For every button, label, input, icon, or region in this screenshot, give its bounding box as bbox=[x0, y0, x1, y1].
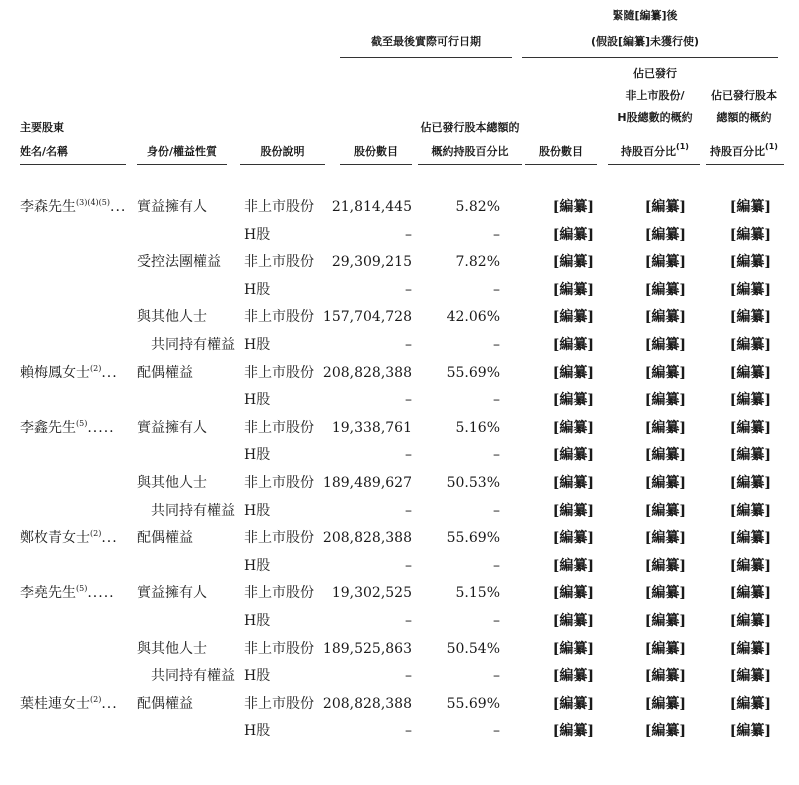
shareholding-pct-cell: 5.15% bbox=[455, 585, 500, 601]
share-description-cell: 非上市股份 bbox=[244, 309, 314, 325]
capacity-cell: 實益擁有人 bbox=[137, 585, 207, 601]
shares-count-cell: – bbox=[405, 282, 412, 298]
share-description-cell: H股 bbox=[244, 447, 271, 463]
shareholder-name-cell bbox=[20, 695, 118, 713]
share-description-cell: 非上市股份 bbox=[244, 641, 314, 657]
redacted-post-class-pct-cell: [編纂] bbox=[644, 696, 686, 712]
leader-dots: ..... bbox=[87, 585, 115, 601]
shares-count-cell: 208,828,388 bbox=[322, 696, 412, 712]
shareholding-pct-cell: – bbox=[493, 613, 500, 629]
shareholder-name: 李堯先生 bbox=[20, 585, 76, 601]
shares-count-cell: 19,338,761 bbox=[331, 420, 412, 436]
shares-count-cell: – bbox=[405, 723, 412, 739]
shareholder-name: 李鑫先生 bbox=[20, 420, 76, 436]
shares-count-cell: – bbox=[405, 392, 412, 408]
redacted-post-total-pct-cell: [編纂] bbox=[729, 447, 771, 463]
redacted-post-class-pct-cell: [編纂] bbox=[644, 337, 686, 353]
col-header-pct-l1: 佔已發行股本總額的 bbox=[420, 121, 520, 134]
share-description-cell: H股 bbox=[244, 668, 271, 684]
capacity-cell: 實益擁有人 bbox=[137, 199, 207, 215]
redacted-post-total-pct-cell: [編纂] bbox=[729, 723, 771, 739]
redacted-post-shares-cell: [編纂] bbox=[552, 282, 594, 298]
shares-count-cell: 19,302,525 bbox=[331, 585, 412, 601]
footnote-ref: (3)(4)(5) bbox=[76, 198, 110, 207]
shares-count-cell: – bbox=[405, 337, 412, 353]
redacted-post-class-pct-cell: [編纂] bbox=[644, 668, 686, 684]
redacted-post-shares-cell: [編纂] bbox=[552, 475, 594, 491]
shares-count-cell: 208,828,388 bbox=[322, 530, 412, 546]
shareholding-pct-cell: 50.53% bbox=[446, 475, 500, 491]
redacted-post-shares-cell: [編纂] bbox=[552, 723, 594, 739]
col-header-name-l1: 主要股東 bbox=[20, 121, 64, 134]
col-header-post-pct-l3: H股總數的概約 bbox=[617, 111, 693, 124]
capacity-cell: 受控法團權益 bbox=[137, 254, 221, 270]
shares-count-cell: 189,489,627 bbox=[322, 475, 412, 491]
shareholder-name: 鄭枚青女士 bbox=[20, 530, 90, 546]
leader-dots: ... bbox=[110, 199, 127, 215]
header-rule bbox=[608, 164, 700, 165]
share-description-cell: 非上市股份 bbox=[244, 530, 314, 546]
shares-count-cell: – bbox=[405, 447, 412, 463]
shareholding-pct-cell: 55.69% bbox=[446, 696, 500, 712]
capacity-cell: 與其他人士 bbox=[137, 641, 207, 657]
shareholding-pct-cell: – bbox=[493, 447, 500, 463]
header-rule bbox=[418, 164, 522, 165]
shareholding-pct-cell: 5.16% bbox=[455, 420, 500, 436]
share-description-cell: 非上市股份 bbox=[244, 365, 314, 381]
redacted-post-shares-cell: [編纂] bbox=[552, 227, 594, 243]
redacted-post-total-pct-cell: [編纂] bbox=[729, 503, 771, 519]
shareholder-name: 賴梅鳳女士 bbox=[20, 365, 90, 381]
shares-count-cell: 189,525,863 bbox=[322, 641, 412, 657]
footnote-ref: (5) bbox=[76, 584, 88, 593]
redacted-post-shares-cell: [編纂] bbox=[552, 558, 594, 574]
capacity-cell: 配偶權益 bbox=[137, 365, 193, 381]
col-header-capacity: 身份/權益性質 bbox=[146, 145, 218, 158]
redacted-post-class-pct-cell: [編纂] bbox=[644, 227, 686, 243]
redacted-post-shares-cell: [編纂] bbox=[552, 337, 594, 353]
shareholding-pct-cell: 50.54% bbox=[446, 641, 500, 657]
redacted-post-total-pct-cell: [編纂] bbox=[729, 337, 771, 353]
shareholding-pct-cell: 7.82% bbox=[455, 254, 500, 270]
share-description-cell: 非上市股份 bbox=[244, 420, 314, 436]
redacted-post-class-pct-cell: [編纂] bbox=[644, 420, 686, 436]
shares-count-cell: – bbox=[405, 227, 412, 243]
redacted-post-shares-cell: [編纂] bbox=[552, 392, 594, 408]
footnote-ref: (1) bbox=[676, 142, 689, 151]
share-description-cell: H股 bbox=[244, 613, 271, 629]
shareholding-pct-cell: 55.69% bbox=[446, 530, 500, 546]
share-description-cell: H股 bbox=[244, 227, 271, 243]
shareholding-pct-cell: – bbox=[493, 227, 500, 243]
redacted-post-shares-cell: [編纂] bbox=[552, 585, 594, 601]
redacted-post-shares-cell: [編纂] bbox=[552, 365, 594, 381]
capacity-cell: 共同持有權益 bbox=[137, 668, 235, 684]
shareholder-name-cell bbox=[20, 529, 118, 547]
share-description-cell: 非上市股份 bbox=[244, 199, 314, 215]
shareholding-pct-cell: – bbox=[493, 282, 500, 298]
redacted-post-class-pct-cell: [編纂] bbox=[644, 254, 686, 270]
shareholder-name-cell bbox=[20, 584, 115, 602]
redacted-post-total-pct-cell: [編纂] bbox=[729, 558, 771, 574]
col-header-post-shares: 股份數目 bbox=[539, 145, 583, 158]
redacted-post-total-pct-cell: [編纂] bbox=[729, 585, 771, 601]
shareholder-name-cell bbox=[20, 198, 126, 216]
col-header-post-total-l3: 持股百分比 bbox=[710, 145, 766, 158]
redacted-post-total-pct-cell: [編纂] bbox=[729, 530, 771, 546]
shareholder-name-cell bbox=[20, 364, 118, 382]
col-header-desc: 股份說明 bbox=[260, 145, 305, 158]
redacted-post-class-pct-cell: [編纂] bbox=[644, 723, 686, 739]
redacted-post-class-pct-cell: [編纂] bbox=[644, 447, 686, 463]
shareholding-pct-cell: 5.82% bbox=[455, 199, 500, 215]
footnote-ref: (2) bbox=[90, 364, 102, 373]
shareholder-name: 葉桂連女士 bbox=[20, 696, 90, 712]
col-header-post-pct-l4-wrap bbox=[600, 142, 710, 162]
redacted-post-total-pct-cell: [編纂] bbox=[729, 475, 771, 491]
redacted-post-class-pct-cell: [編纂] bbox=[644, 558, 686, 574]
col-header-post-total-l1: 佔已發行股本 bbox=[711, 89, 777, 102]
redacted-post-total-pct-cell: [編纂] bbox=[729, 613, 771, 629]
share-description-cell: H股 bbox=[244, 337, 271, 353]
col-header-name-l2: 姓名/名稱 bbox=[20, 145, 69, 158]
redacted-post-total-pct-cell: [編纂] bbox=[729, 227, 771, 243]
redacted-post-total-pct-cell: [編纂] bbox=[729, 420, 771, 436]
capacity-cell: 共同持有權益 bbox=[137, 337, 235, 353]
footnote-ref: (5) bbox=[76, 419, 88, 428]
col-header-post-pct-l2: 非上市股份/ bbox=[625, 89, 685, 102]
group-rule-latest bbox=[340, 57, 512, 58]
shareholder-name-cell bbox=[20, 419, 115, 437]
capacity-cell: 配偶權益 bbox=[137, 696, 193, 712]
shares-count-cell: 29,309,215 bbox=[331, 254, 412, 270]
group-header-post-offering: 緊隨[編纂]後 bbox=[612, 9, 678, 22]
shares-count-cell: – bbox=[405, 503, 412, 519]
group-header-post-offering-sub: (假設[編纂]未獲行使) bbox=[590, 35, 700, 48]
leader-dots: ... bbox=[101, 696, 118, 712]
share-description-cell: 非上市股份 bbox=[244, 585, 314, 601]
shares-count-cell: – bbox=[405, 668, 412, 684]
footnote-ref: (2) bbox=[90, 529, 102, 538]
redacted-post-class-pct-cell: [編纂] bbox=[644, 530, 686, 546]
col-header-post-pct-l4: 持股百分比 bbox=[621, 145, 677, 158]
group-header-latest-date: 截至最後實際可行日期 bbox=[371, 35, 481, 48]
redacted-post-shares-cell: [編纂] bbox=[552, 309, 594, 325]
shares-count-cell: 21,814,445 bbox=[331, 199, 412, 215]
redacted-post-shares-cell: [編纂] bbox=[552, 199, 594, 215]
redacted-post-total-pct-cell: [編纂] bbox=[729, 199, 771, 215]
header-rule bbox=[706, 164, 784, 165]
shareholder-name: 李森先生 bbox=[20, 199, 76, 215]
redacted-post-total-pct-cell: [編纂] bbox=[729, 254, 771, 270]
header-rule bbox=[20, 164, 126, 165]
leader-dots: ... bbox=[101, 365, 118, 381]
footnote-ref: (2) bbox=[90, 695, 102, 704]
shareholding-pct-cell: 55.69% bbox=[446, 365, 500, 381]
shareholding-pct-cell: 42.06% bbox=[446, 309, 500, 325]
redacted-post-total-pct-cell: [編纂] bbox=[729, 392, 771, 408]
share-description-cell: H股 bbox=[244, 392, 271, 408]
col-header-post-total-l2: 總額的概約 bbox=[716, 111, 772, 124]
redacted-post-shares-cell: [編纂] bbox=[552, 420, 594, 436]
redacted-post-class-pct-cell: [編纂] bbox=[644, 475, 686, 491]
redacted-post-total-pct-cell: [編纂] bbox=[729, 309, 771, 325]
redacted-post-total-pct-cell: [編纂] bbox=[729, 641, 771, 657]
col-header-post-pct-l1: 佔已發行 bbox=[633, 67, 677, 80]
capacity-cell: 與其他人士 bbox=[137, 475, 207, 491]
footnote-ref: (1) bbox=[765, 142, 778, 151]
redacted-post-total-pct-cell: [編纂] bbox=[729, 365, 771, 381]
share-description-cell: 非上市股份 bbox=[244, 696, 314, 712]
header-rule bbox=[525, 164, 597, 165]
redacted-post-class-pct-cell: [編纂] bbox=[644, 503, 686, 519]
col-header-post-total-l3-wrap bbox=[700, 142, 788, 162]
redacted-post-shares-cell: [編纂] bbox=[552, 696, 594, 712]
capacity-cell: 共同持有權益 bbox=[137, 503, 235, 519]
col-header-pct-l2: 概約持股百分比 bbox=[431, 145, 509, 158]
redacted-post-class-pct-cell: [編纂] bbox=[644, 365, 686, 381]
redacted-post-shares-cell: [編纂] bbox=[552, 447, 594, 463]
redacted-post-class-pct-cell: [編纂] bbox=[644, 613, 686, 629]
redacted-post-class-pct-cell: [編纂] bbox=[644, 282, 686, 298]
header-rule bbox=[240, 164, 325, 165]
group-rule-post bbox=[522, 57, 778, 58]
share-description-cell: H股 bbox=[244, 558, 271, 574]
share-description-cell: H股 bbox=[244, 503, 271, 519]
shareholding-pct-cell: – bbox=[493, 558, 500, 574]
share-description-cell: 非上市股份 bbox=[244, 254, 314, 270]
share-description-cell: 非上市股份 bbox=[244, 475, 314, 491]
redacted-post-shares-cell: [編纂] bbox=[552, 641, 594, 657]
redacted-post-class-pct-cell: [編纂] bbox=[644, 641, 686, 657]
redacted-post-total-pct-cell: [編纂] bbox=[729, 282, 771, 298]
shareholding-pct-cell: – bbox=[493, 668, 500, 684]
shareholding-pct-cell: – bbox=[493, 723, 500, 739]
shareholding-pct-cell: – bbox=[493, 392, 500, 408]
capacity-cell: 實益擁有人 bbox=[137, 420, 207, 436]
shareholding-pct-cell: – bbox=[493, 503, 500, 519]
redacted-post-class-pct-cell: [編纂] bbox=[644, 585, 686, 601]
redacted-post-class-pct-cell: [編纂] bbox=[644, 392, 686, 408]
redacted-post-total-pct-cell: [編纂] bbox=[729, 696, 771, 712]
header-rule bbox=[340, 164, 412, 165]
redacted-post-total-pct-cell: [編纂] bbox=[729, 668, 771, 684]
header-rule bbox=[137, 164, 227, 165]
redacted-post-shares-cell: [編纂] bbox=[552, 254, 594, 270]
shares-count-cell: 157,704,728 bbox=[322, 309, 412, 325]
redacted-post-shares-cell: [編纂] bbox=[552, 530, 594, 546]
redacted-post-shares-cell: [編纂] bbox=[552, 613, 594, 629]
capacity-cell: 配偶權益 bbox=[137, 530, 193, 546]
shares-count-cell: – bbox=[405, 613, 412, 629]
shares-count-cell: – bbox=[405, 558, 412, 574]
share-description-cell: H股 bbox=[244, 282, 271, 298]
share-description-cell: H股 bbox=[244, 723, 271, 739]
redacted-post-class-pct-cell: [編纂] bbox=[644, 309, 686, 325]
capacity-cell: 與其他人士 bbox=[137, 309, 207, 325]
redacted-post-shares-cell: [編纂] bbox=[552, 668, 594, 684]
redacted-post-class-pct-cell: [編纂] bbox=[644, 199, 686, 215]
redacted-post-shares-cell: [編纂] bbox=[552, 503, 594, 519]
shareholding-pct-cell: – bbox=[493, 337, 500, 353]
leader-dots: ... bbox=[101, 530, 118, 546]
shares-count-cell: 208,828,388 bbox=[322, 365, 412, 381]
col-header-shares: 股份數目 bbox=[354, 145, 398, 158]
leader-dots: ..... bbox=[87, 420, 115, 436]
